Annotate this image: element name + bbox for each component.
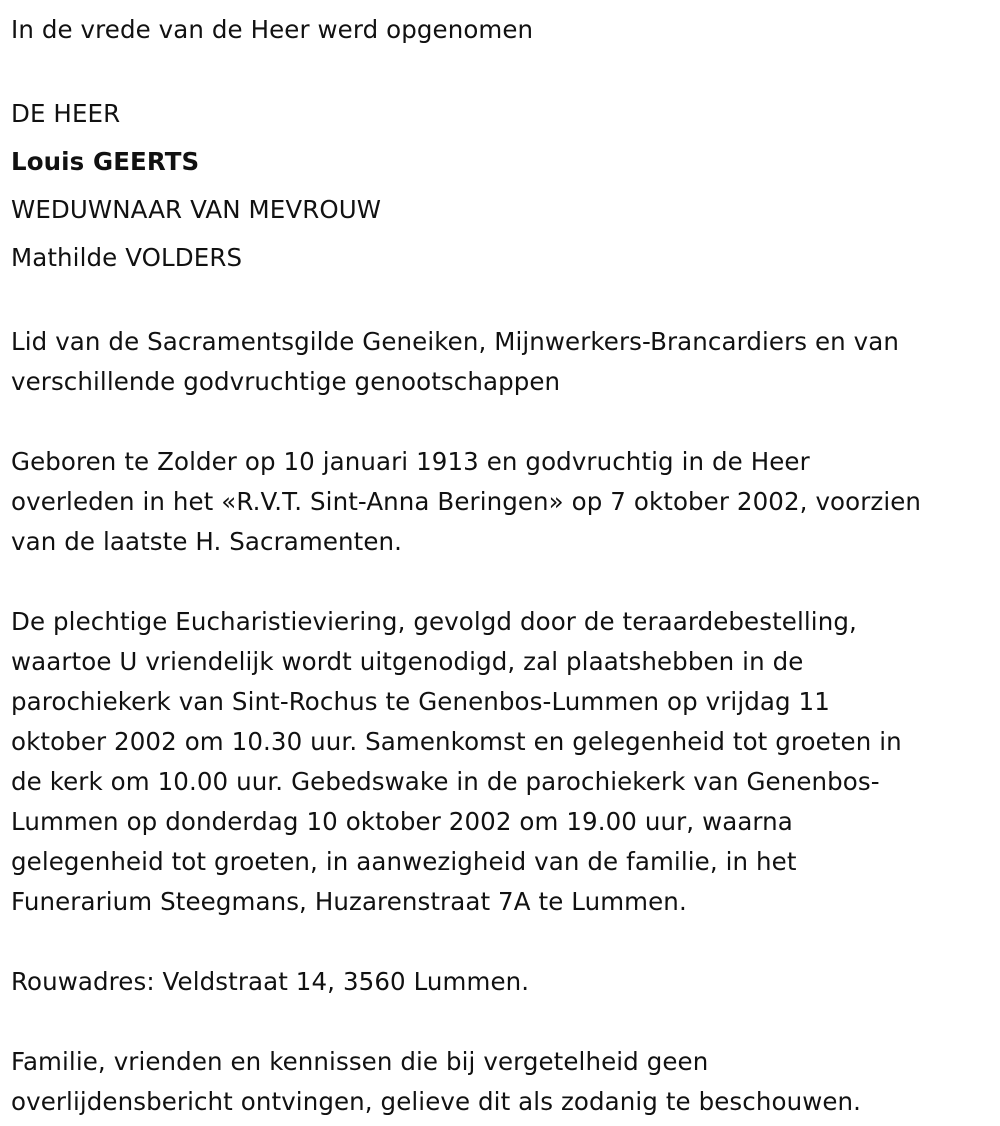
birth-death-paragraph [11, 442, 1000, 562]
birth-death-line-1: Geboren te Zolder op 10 januari 1913 en godvruchtig in de Heer [11, 447, 810, 476]
ceremony-line-1: De plechtige Eucharistieviering, gevolgd door de teraardebestelling, [11, 607, 857, 636]
ceremony-line-3: parochiekerk van Sint-Rochus te Genenbos-Lummen op vrijdag 11 [11, 687, 830, 716]
spacer [11, 402, 1000, 442]
closing-paragraph [11, 1042, 1000, 1122]
relation-line: WEDUWNAAR VAN MEVROUW [11, 195, 382, 224]
birth-death-line-3: van de laatste H. Sacramenten. [11, 527, 403, 556]
ceremony-line-4: oktober 2002 om 10.30 uur. Samenkomst en gelegenheid tot groeten in [11, 727, 902, 756]
birth-death-line-2: overleden in het «R.V.T. Sint-Anna Beringen» op 7 oktober 2002, voorzien [11, 487, 922, 516]
ceremony-line-6: Lummen op donderdag 10 oktober 2002 om 19.00 uur, waarna [11, 807, 793, 836]
honorific-title: DE HEER [11, 99, 121, 128]
deceased-name: Louis GEERTS [11, 147, 200, 176]
ceremony-line-5: de kerk om 10.00 uur. Gebedswake in de parochiekerk van Genenbos- [11, 767, 880, 796]
closing-line-1: Familie, vrienden en kennissen die bij vergetelheid geen [11, 1047, 709, 1076]
membership-paragraph [11, 322, 1000, 402]
ceremony-paragraph [11, 602, 1000, 922]
ceremony-line-2: waartoe U vriendelijk wordt uitgenodigd, zal plaatshebben in de [11, 647, 804, 676]
spacer [11, 1002, 1000, 1042]
spacer [11, 562, 1000, 602]
spacer [11, 50, 1000, 90]
spouse-name: Mathilde VOLDERS [11, 243, 243, 272]
ceremony-line-8: Funerarium Steegmans, Huzarenstraat 7A te Lummen. [11, 887, 687, 916]
intro-line: In de vrede van de Heer werd opgenomen [11, 15, 534, 44]
ceremony-line-7: gelegenheid tot groeten, in aanwezigheid van de familie, in het [11, 847, 797, 876]
closing-line-2: overlijdensbericht ontvingen, gelieve dit als zodanig te beschouwen. [11, 1087, 862, 1116]
membership-line-2: verschillende godvruchtige genootschappen [11, 367, 561, 396]
mourning-address: Rouwadres: Veldstraat 14, 3560 Lummen. [11, 967, 530, 996]
membership-line-1: Lid van de Sacramentsgilde Geneiken, Mijnwerkers-Brancardiers en van [11, 327, 900, 356]
spacer [11, 282, 1000, 322]
spacer [11, 922, 1000, 962]
